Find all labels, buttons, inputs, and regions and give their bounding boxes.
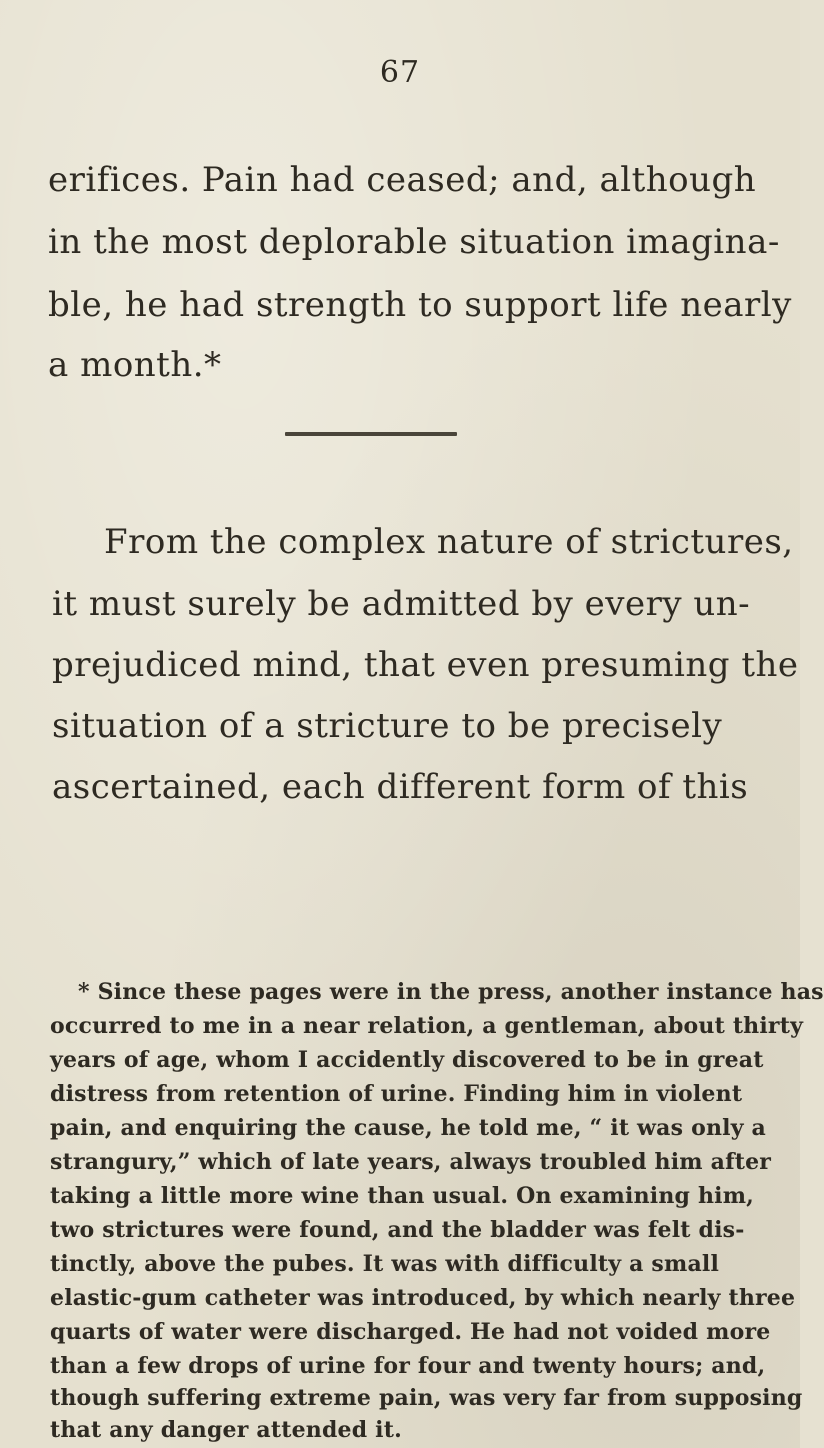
footnote-line: than a few drops of urine for four and twenty hours; and,: [50, 1353, 766, 1379]
text-line: in the most deplorable situation imagina-: [48, 222, 780, 262]
footnote-line: quarts of water were discharged. He had not voided more: [50, 1319, 771, 1345]
text-line: From the complex nature of strictures,: [104, 522, 794, 562]
footnote-line: elastic-gum catheter was introduced, by which nearly three: [50, 1285, 796, 1311]
footnote-line: that any danger attended it.: [50, 1417, 402, 1443]
footnote-line: * Since these pages were in the press, another instance has: [78, 979, 824, 1005]
footnote-line: though suffering extreme pain, was very far from supposing: [50, 1385, 803, 1411]
footnote-line: two strictures were found, and the bladder was felt dis-: [50, 1217, 745, 1243]
footnote-line: distress from retention of urine. Finding him in violent: [50, 1081, 743, 1107]
footnote-line: years of age, whom I accidently discovered to be in great: [50, 1047, 764, 1073]
text-line: prejudiced mind, that even presuming the: [52, 645, 799, 685]
page-number: 67: [379, 55, 421, 90]
footnote-line: taking a little more wine than usual. On examining him,: [50, 1183, 755, 1209]
footnote-line: occurred to me in a near relation, a gentleman, about thirty: [50, 1013, 804, 1039]
footnote-line: pain, and enquiring the cause, he told me, “ it was only a: [50, 1115, 767, 1141]
section-divider: [285, 432, 457, 436]
footnote-line: tinctly, above the pubes. It was with difficulty a small: [50, 1251, 720, 1277]
text-line: a month.*: [48, 345, 222, 385]
footnote-line: strangury,” which of late years, always troubled him after: [50, 1149, 772, 1175]
text-line: ble, he had strength to support life nearly: [48, 285, 792, 325]
text-line: ascertained, each different form of this: [52, 767, 749, 807]
text-line: situation of a stricture to be precisely: [52, 706, 723, 746]
text-line: erifices. Pain had ceased; and, although: [48, 160, 757, 200]
text-line: it must surely be admitted by every un-: [52, 584, 751, 624]
